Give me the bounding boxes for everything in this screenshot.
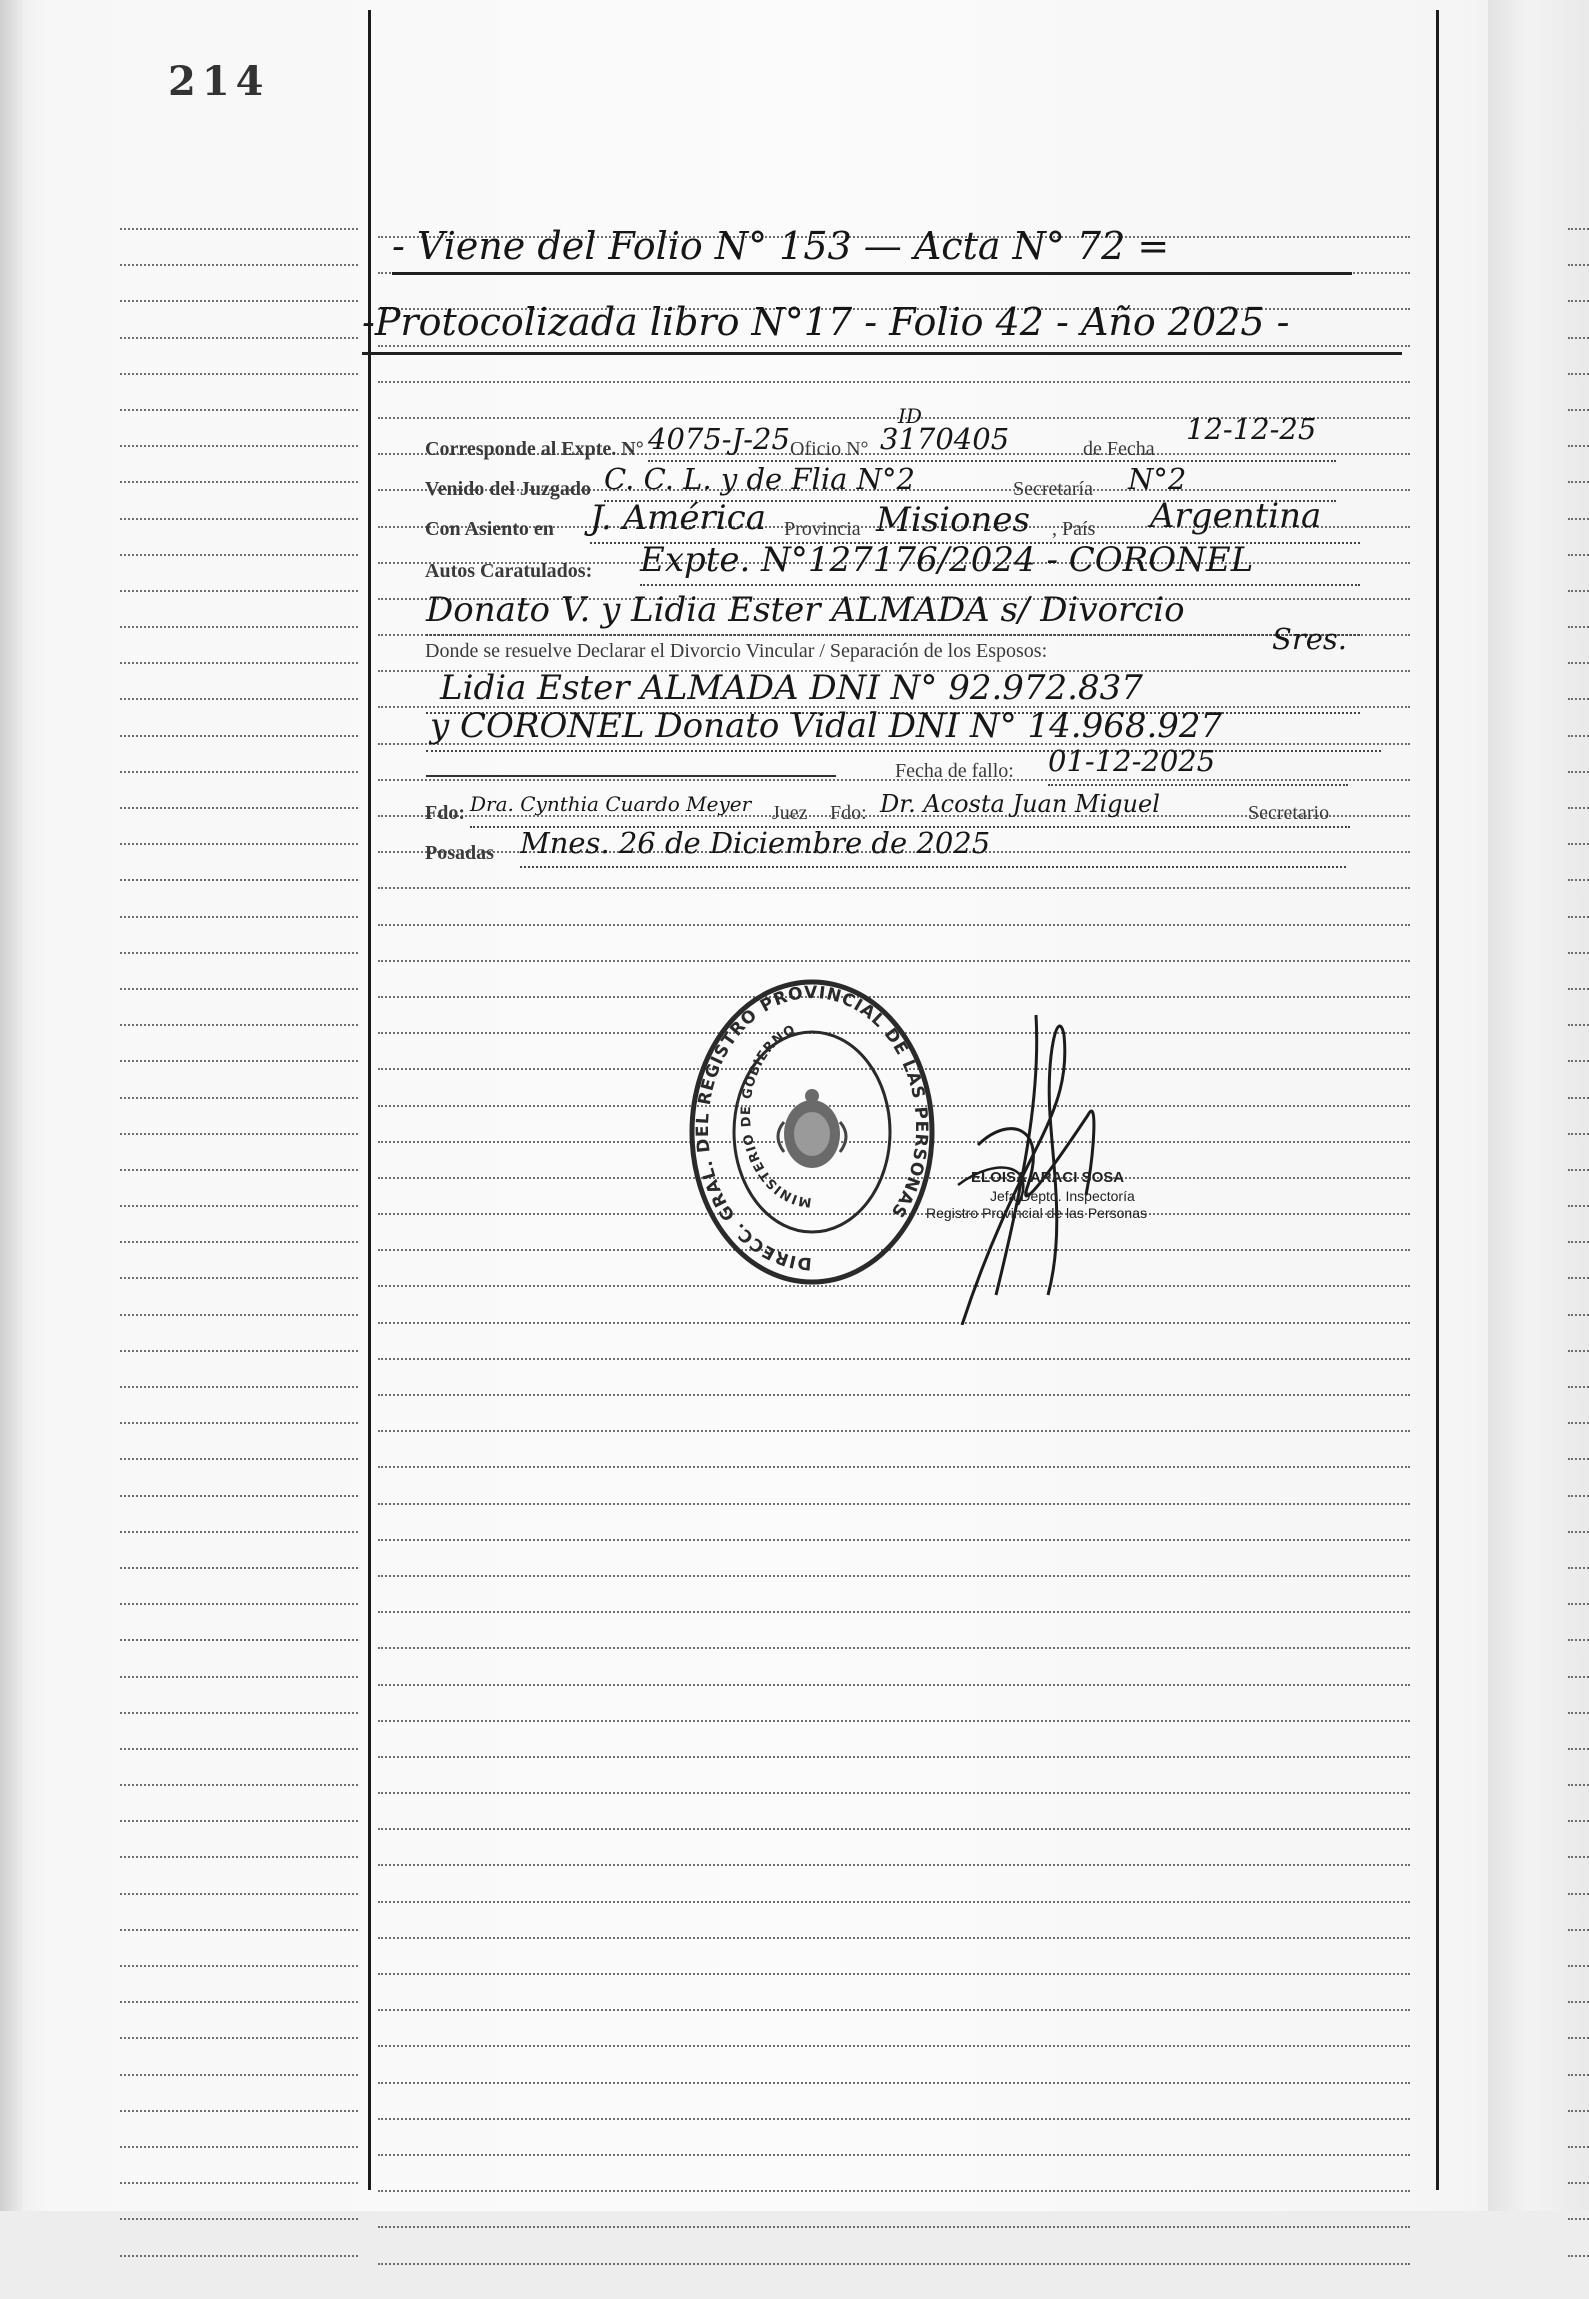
ruled-line [120, 2037, 358, 2040]
pais-label: , País [1052, 518, 1096, 540]
ruled-line [378, 2154, 1410, 2157]
ruled-line [378, 1937, 1410, 1940]
ruled-line [1568, 1603, 1589, 1606]
ruled-line [120, 590, 358, 593]
ruled-line [120, 1314, 358, 1317]
autos-value-line1: Expte. N°127176/2024 - CORONEL [640, 540, 1254, 580]
ruled-line [378, 2009, 1410, 2012]
ruled-line [120, 771, 358, 774]
juzgado-value: C. C. L. y de Flia N°2 [604, 462, 915, 496]
ruled-line [1568, 228, 1589, 231]
ruled-line [1568, 626, 1589, 629]
ruled-line [378, 887, 1410, 890]
ruled-line [1568, 735, 1589, 738]
ruled-line [120, 337, 358, 340]
ruled-line [378, 1864, 1410, 1867]
ruled-line [120, 1929, 358, 1932]
ruled-line [1568, 662, 1589, 665]
ruled-line [1568, 1205, 1589, 1208]
ruled-line [1568, 1024, 1589, 1027]
ruled-line [1568, 2146, 1589, 2149]
ruled-line [1568, 2255, 1589, 2258]
ruled-line [120, 843, 358, 846]
ruled-line [1568, 409, 1589, 412]
ruled-line [1568, 1893, 1589, 1896]
ruled-line [120, 2218, 358, 2221]
ruled-line [120, 1856, 358, 1859]
ruled-line [1568, 1133, 1589, 1136]
seal-inner-text: MINISTERIO DE GOBIERNO [738, 1022, 813, 1210]
ruled-line [1568, 2110, 1589, 2113]
ruled-line [1568, 264, 1589, 267]
ruled-line [378, 1647, 1410, 1650]
ruled-line [120, 807, 358, 810]
ruled-line [378, 345, 1410, 348]
ruled-line [120, 626, 358, 629]
ruled-line [120, 1241, 358, 1244]
expediente-label: Corresponde al Expte. N° [425, 438, 644, 460]
ruled-line [1568, 518, 1589, 521]
ruled-line [1568, 2218, 1589, 2221]
ruled-line [120, 445, 358, 448]
ruled-line [120, 735, 358, 738]
ruled-line [1568, 445, 1589, 448]
ruled-line [1568, 300, 1589, 303]
ruled-lines-left-margin [120, 228, 358, 2291]
ruled-line [378, 1466, 1410, 1469]
ruled-line [1568, 1350, 1589, 1353]
ruled-line [120, 2182, 358, 2185]
ruled-line [120, 662, 358, 665]
ruled-line [378, 2082, 1410, 2085]
ruled-line [120, 1712, 358, 1715]
ruled-line [1568, 1314, 1589, 1317]
header-line1-underline [392, 272, 1352, 275]
ruled-line [1568, 2001, 1589, 2004]
seal-coat-of-arms-icon [778, 1089, 846, 1168]
oficio-number: 3170405 [880, 422, 1010, 456]
ruled-line [120, 409, 358, 412]
ruled-line [378, 2263, 1410, 2266]
ruled-line [1568, 843, 1589, 846]
resolucion-dotline-2 [426, 750, 1381, 752]
ruled-line [120, 1531, 358, 1534]
ruled-line [1568, 1458, 1589, 1461]
ruled-lines-right-margin [1568, 228, 1589, 2291]
ruled-line [120, 1567, 358, 1570]
signatory-office: Registro Provincial de las Personas [926, 1205, 1147, 1221]
ruled-line [378, 1539, 1410, 1542]
margin-line-right [1436, 10, 1439, 2190]
oficio-label: Oficio N° [790, 438, 869, 460]
ruled-line [1568, 1929, 1589, 1932]
ruled-line [378, 1720, 1410, 1723]
header-line-protocolizada: -Protocolizada libro N°17 - Folio 42 - Año 2025 - [362, 300, 1290, 344]
ruled-line [378, 1503, 1410, 1506]
ruled-line [120, 2074, 358, 2077]
fdo-secretario-label: Fdo: [830, 802, 867, 824]
ruled-line [120, 2110, 358, 2113]
signatory-name: ELOISA ARACI SOSA [971, 1169, 1125, 1186]
ruled-line [1568, 1495, 1589, 1498]
asiento-value: J. América [590, 498, 766, 538]
ruled-line [1568, 1097, 1589, 1100]
ruled-line [120, 1893, 358, 1896]
fallo-left-line [426, 775, 836, 777]
signature-block [918, 995, 1218, 1325]
ruled-line [120, 2255, 358, 2258]
juez-label: Juez [772, 802, 808, 824]
ruled-line [120, 1133, 358, 1136]
ruled-line [120, 481, 358, 484]
ruled-line [378, 1358, 1410, 1361]
header-line-viene-del-folio: - Viene del Folio N° 153 — Acta N° 72 = [392, 224, 1170, 268]
ruled-line [1568, 590, 1589, 593]
ruled-line [120, 1350, 358, 1353]
ruled-line [378, 381, 1410, 384]
fecha-label: de Fecha [1083, 438, 1155, 460]
ruled-line [1568, 698, 1589, 701]
provincia-value: Misiones [876, 500, 1030, 540]
ruled-line [120, 228, 358, 231]
ruled-line [120, 1097, 358, 1100]
ruled-line [1568, 2037, 1589, 2040]
ruled-line [120, 300, 358, 303]
ruled-line [120, 1024, 358, 1027]
ruled-line [1568, 771, 1589, 774]
secretario-label: Secretario [1248, 802, 1330, 824]
ruled-line [120, 698, 358, 701]
official-seal-stamp [688, 972, 936, 1292]
autos-dotline-2 [426, 634, 1360, 636]
fdo-juez-label: Fdo: [425, 802, 465, 824]
ruled-line [1568, 2074, 1589, 2077]
juez-value: Dra. Cynthia Cuardo Meyer [470, 792, 752, 816]
ruled-line [378, 2226, 1410, 2229]
ruled-line [120, 2146, 358, 2149]
resolucion-prefix: Sres. [1272, 622, 1347, 656]
ruled-line [378, 2118, 1410, 2121]
ruled-line [120, 988, 358, 991]
seal-outer-text: DIRECC. GRAL. DEL REGISTRO PROVINCIAL DE LAS PERSONAS [692, 982, 932, 1274]
autos-value-line2: Donato V. y Lidia Ester ALMADA s/ Divorcio [426, 590, 1185, 630]
ruled-line [1568, 1856, 1589, 1859]
ruled-line [378, 1756, 1410, 1759]
header-line2-underline [362, 352, 1402, 355]
ruled-line [120, 1169, 358, 1172]
lugar-label: Posadas [425, 842, 494, 864]
ruled-line [120, 518, 358, 521]
ruled-line [1568, 1567, 1589, 1570]
ruled-line [1568, 916, 1589, 919]
ruled-line [1568, 1965, 1589, 1968]
ruled-line [120, 879, 358, 882]
ruled-line [120, 2001, 358, 2004]
ruled-line [1568, 1531, 1589, 1534]
secretaria-value: N°2 [1128, 462, 1187, 496]
ruled-line [378, 1430, 1410, 1433]
ruled-line [1568, 1241, 1589, 1244]
ruled-line [120, 1965, 358, 1968]
fallo-dotline [1048, 784, 1348, 786]
ruled-line [1568, 1639, 1589, 1642]
ruled-line [120, 1603, 358, 1606]
ruled-line [120, 1639, 358, 1642]
ruled-line [1568, 879, 1589, 882]
expediente-value: 4075-J-25 [648, 422, 790, 456]
ruled-line [1568, 1060, 1589, 1063]
ruled-line [378, 1792, 1410, 1795]
ruled-line [1568, 337, 1589, 340]
provincia-label: Provincia [784, 518, 861, 540]
ruled-line [120, 1422, 358, 1425]
ruled-line [1568, 1712, 1589, 1715]
ruled-line [378, 1901, 1410, 1904]
ruled-line [120, 1205, 358, 1208]
pais-value: Argentina [1150, 496, 1322, 536]
ruled-line [120, 952, 358, 955]
ruled-line [120, 1748, 358, 1751]
ruled-line [378, 1973, 1410, 1976]
fecha-value: 12-12-25 [1186, 412, 1317, 446]
ruled-line [1568, 1169, 1589, 1172]
ruled-line [1568, 1386, 1589, 1389]
resolucion-label: Donde se resuelve Declarar el Divorcio Vincular / Separación de los Esposos: [425, 640, 1048, 662]
asiento-label: Con Asiento en [425, 518, 554, 540]
ruled-line [1568, 952, 1589, 955]
lugar-dotline [520, 866, 1346, 868]
ruled-line [378, 2045, 1410, 2048]
ruled-line [1568, 988, 1589, 991]
ruled-line [378, 1322, 1410, 1325]
ruled-line [120, 264, 358, 267]
ruled-line [1568, 1820, 1589, 1823]
ruled-line [378, 1684, 1410, 1687]
secretaria-label: Secretaría [1013, 478, 1093, 500]
ruled-line [1568, 1784, 1589, 1787]
ruled-line [1568, 807, 1589, 810]
autos-dotline-1 [640, 584, 1360, 586]
ruled-line [120, 1784, 358, 1787]
ruled-line [1568, 1422, 1589, 1425]
ruled-line [1568, 1676, 1589, 1679]
folio-number: 214 [168, 58, 270, 105]
ruled-line [1568, 554, 1589, 557]
ruled-line [120, 1458, 358, 1461]
ruled-line [120, 1060, 358, 1063]
juzgado-label: Venido del Juzgado [425, 478, 591, 500]
secretario-value: Dr. Acosta Juan Miguel [880, 790, 1160, 818]
ruled-line [378, 1394, 1410, 1397]
signatory-title: Jefa Depto. Inspectoría [990, 1188, 1135, 1204]
ruled-line [1568, 1277, 1589, 1280]
ruled-line [120, 1676, 358, 1679]
resolucion-line1: Lidia Ester ALMADA DNI N° 92.972.837 [440, 668, 1143, 708]
ruled-line [378, 1575, 1410, 1578]
ruled-line [120, 1386, 358, 1389]
ruled-line [378, 2190, 1410, 2193]
ruled-line [1568, 373, 1589, 376]
ruled-line [120, 1495, 358, 1498]
ruled-line [378, 779, 1410, 782]
ruled-line [378, 1611, 1410, 1614]
ruled-line [120, 554, 358, 557]
ruled-line [1568, 2182, 1589, 2185]
ruled-line [1568, 481, 1589, 484]
ruled-line [120, 916, 358, 919]
handwritten-signature [918, 995, 1218, 1325]
binding-edge [0, 0, 22, 2211]
ruled-line [120, 1277, 358, 1280]
ruled-line [1568, 1748, 1589, 1751]
ruled-line [378, 960, 1410, 963]
fallo-value: 01-12-2025 [1048, 744, 1216, 778]
lugar-fecha-value: Mnes. 26 de Diciembre de 2025 [520, 826, 991, 860]
ruled-line [120, 373, 358, 376]
ruled-line [378, 924, 1410, 927]
oficio-annotation: ID [898, 404, 922, 428]
autos-label: Autos Caratulados: [425, 560, 593, 582]
resolucion-line2: y CORONEL Donato Vidal DNI N° 14.968.927 [430, 706, 1223, 746]
fallo-label: Fecha de fallo: [895, 760, 1014, 782]
ruled-line [378, 1828, 1410, 1831]
ruled-line [120, 1820, 358, 1823]
